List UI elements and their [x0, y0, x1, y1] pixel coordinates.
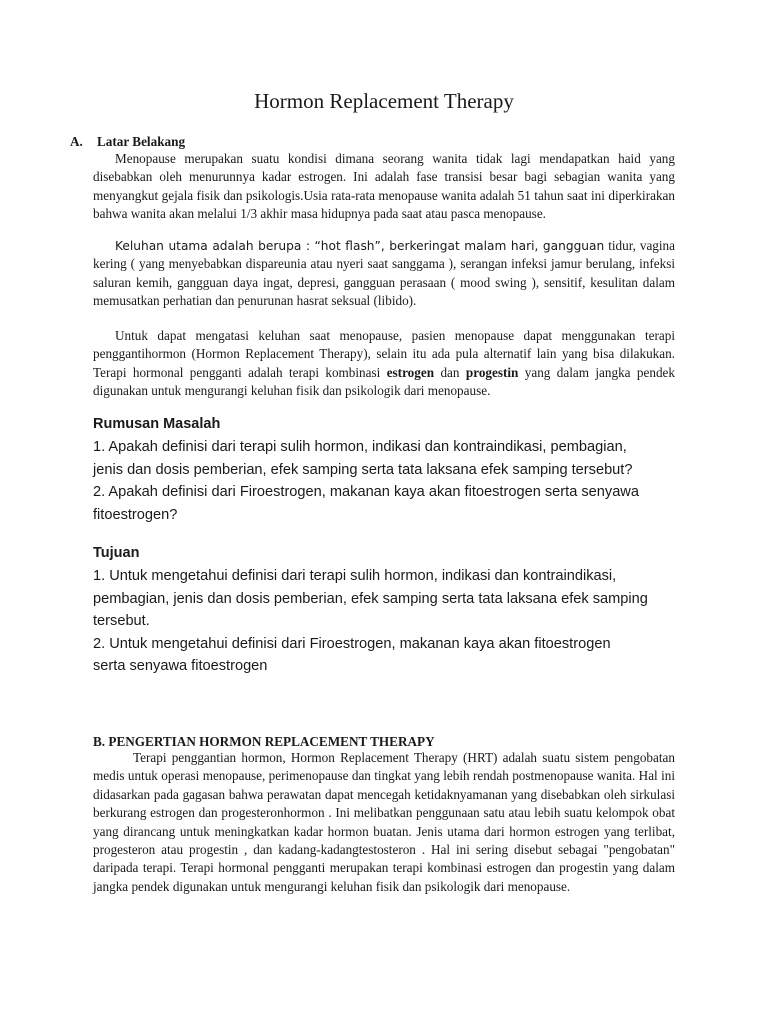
paragraph-text: dan — [434, 364, 466, 380]
rumusan-line: jenis dan dosis pemberian, efek samping serta tata laksana efek samping tersebut? — [93, 461, 633, 478]
tujuan-line: serta senyawa fitoestrogen — [93, 658, 268, 674]
document-title: Hormon Replacement Therapy — [254, 89, 514, 113]
tujuan-heading: Tujuan — [93, 545, 140, 561]
paragraph-text: tidur, vagina kering ( yang menyebabkan dispareunia atau nyeri saat sanggama ), serangan infeksi jamur berulang, infeksi saluran kemih, gangguan daya ingat, depresi, gangguan perasaan ( mood swing ), sensitif, kesulitan dalam memusatkan perhatian dan penurunan hasrat seksual (libido). — [93, 238, 676, 309]
section-a-heading — [70, 133, 185, 150]
tujuan-line: tersebut. — [93, 613, 150, 629]
rumusan-line: fitoestrogen? — [93, 506, 178, 523]
section-b-heading: B. PENGERTIAN HORMON REPLACEMENT THERAPY — [93, 734, 435, 749]
paragraph-text-sans: Keluhan utama adalah berupa : “hot flash”, berkeringat malam hari, gangguan — [115, 239, 605, 253]
rumusan-line: 1. Apakah definisi dari terapi sulih hormon, indikasi dan kontraindikasi, pembagian, — [93, 439, 627, 455]
paragraph-text: Untuk dapat mengatasi keluhan saat menopause, pasien menopause dapat menggunakan terapi penggantihormon (Hormon Replacement Therapy), selain itu ada pula alternatif lain yang bisa dilakukan. Terapi hormonal pengganti adalah terapi kombinasi — [93, 328, 675, 380]
tujuan-line: pembagian, jenis dan dosis pemberian, efek samping serta tata laksana efek samping — [93, 590, 648, 607]
paragraph-text: Menopause merupakan suatu kondisi dimana seorang wanita tidak lagi mendapatkan haid yang disebabkan oleh menurunnya kadar estrogen. Ini adalah fase transisi besar bagi sebagian wanita yang menyangkut gejala fisik dan psikologis.Usia rata-rata menopause wanita adalah 51 tahun saat ini diperkirakan bahwa wanita akan melalui 1/3 akhir masa hidupnya pada saat atau pasca menopause. — [93, 151, 675, 222]
section-a-paragraph-1 — [93, 150, 675, 224]
section-a-number: A. — [70, 134, 83, 149]
section-a-paragraph-2 — [93, 237, 675, 311]
bold-term-progestin: progestin — [465, 364, 519, 380]
section-a-paragraph-3 — [93, 327, 675, 401]
rumusan-heading: Rumusan Masalah — [93, 416, 221, 432]
bold-term-estrogen: estrogen — [386, 364, 435, 380]
tujuan-line: 1. Untuk mengetahui definisi dari terapi sulih hormon, indikasi dan kontraindikasi, — [93, 568, 617, 584]
section-a-title: Latar Belakang — [97, 134, 186, 149]
section-b-paragraph-1 — [93, 749, 675, 896]
tujuan-list — [93, 565, 693, 678]
tujuan-line: 2. Untuk mengetahui definisi dari Firoestrogen, makanan kaya akan fitoestrogen — [93, 635, 611, 652]
rumusan-list — [93, 436, 693, 526]
paragraph-text: Terapi penggantian hormon, Hormon Replacement Therapy (HRT) adalah suatu sistem pengobatan medis untuk operasi menopause, perimenopause dan tingkat yang lebih rendah postmenopause wanita. Hal ini didasarkan pada gagasan bahwa perawatan dapat mencegah ketidaknyamanan yang disebabkan oleh sirkulasi berkurang estrogen dan progesteronhormon . Ini melibatkan penggunaan satu atau lebih suatu kelompok obat yang dirancang untuk meningkatkan kadar hormon buatan. Jenis utama dari hormon estrogen yang terlibat, progesteron atau progestin , dan kadang-kadangtestosteron . Hal ini sering disebut sebagai "pengobatan" daripada terapi. Terapi hormonal pengganti merupakan terapi kombinasi estrogen dan progestin yang dalam jangka pendek digunakan untuk mengurangi keluhan fisik dan psikologik dari menopause. — [93, 750, 675, 894]
paragraph-text: yang dalam jangka pendek digunakan untuk mengurangi keluhan fisik dan psikologik dari menopause. — [93, 364, 675, 399]
rumusan-line: 2. Apakah definisi dari Firoestrogen, makanan kaya akan fitoestrogen serta senyawa — [93, 484, 639, 500]
